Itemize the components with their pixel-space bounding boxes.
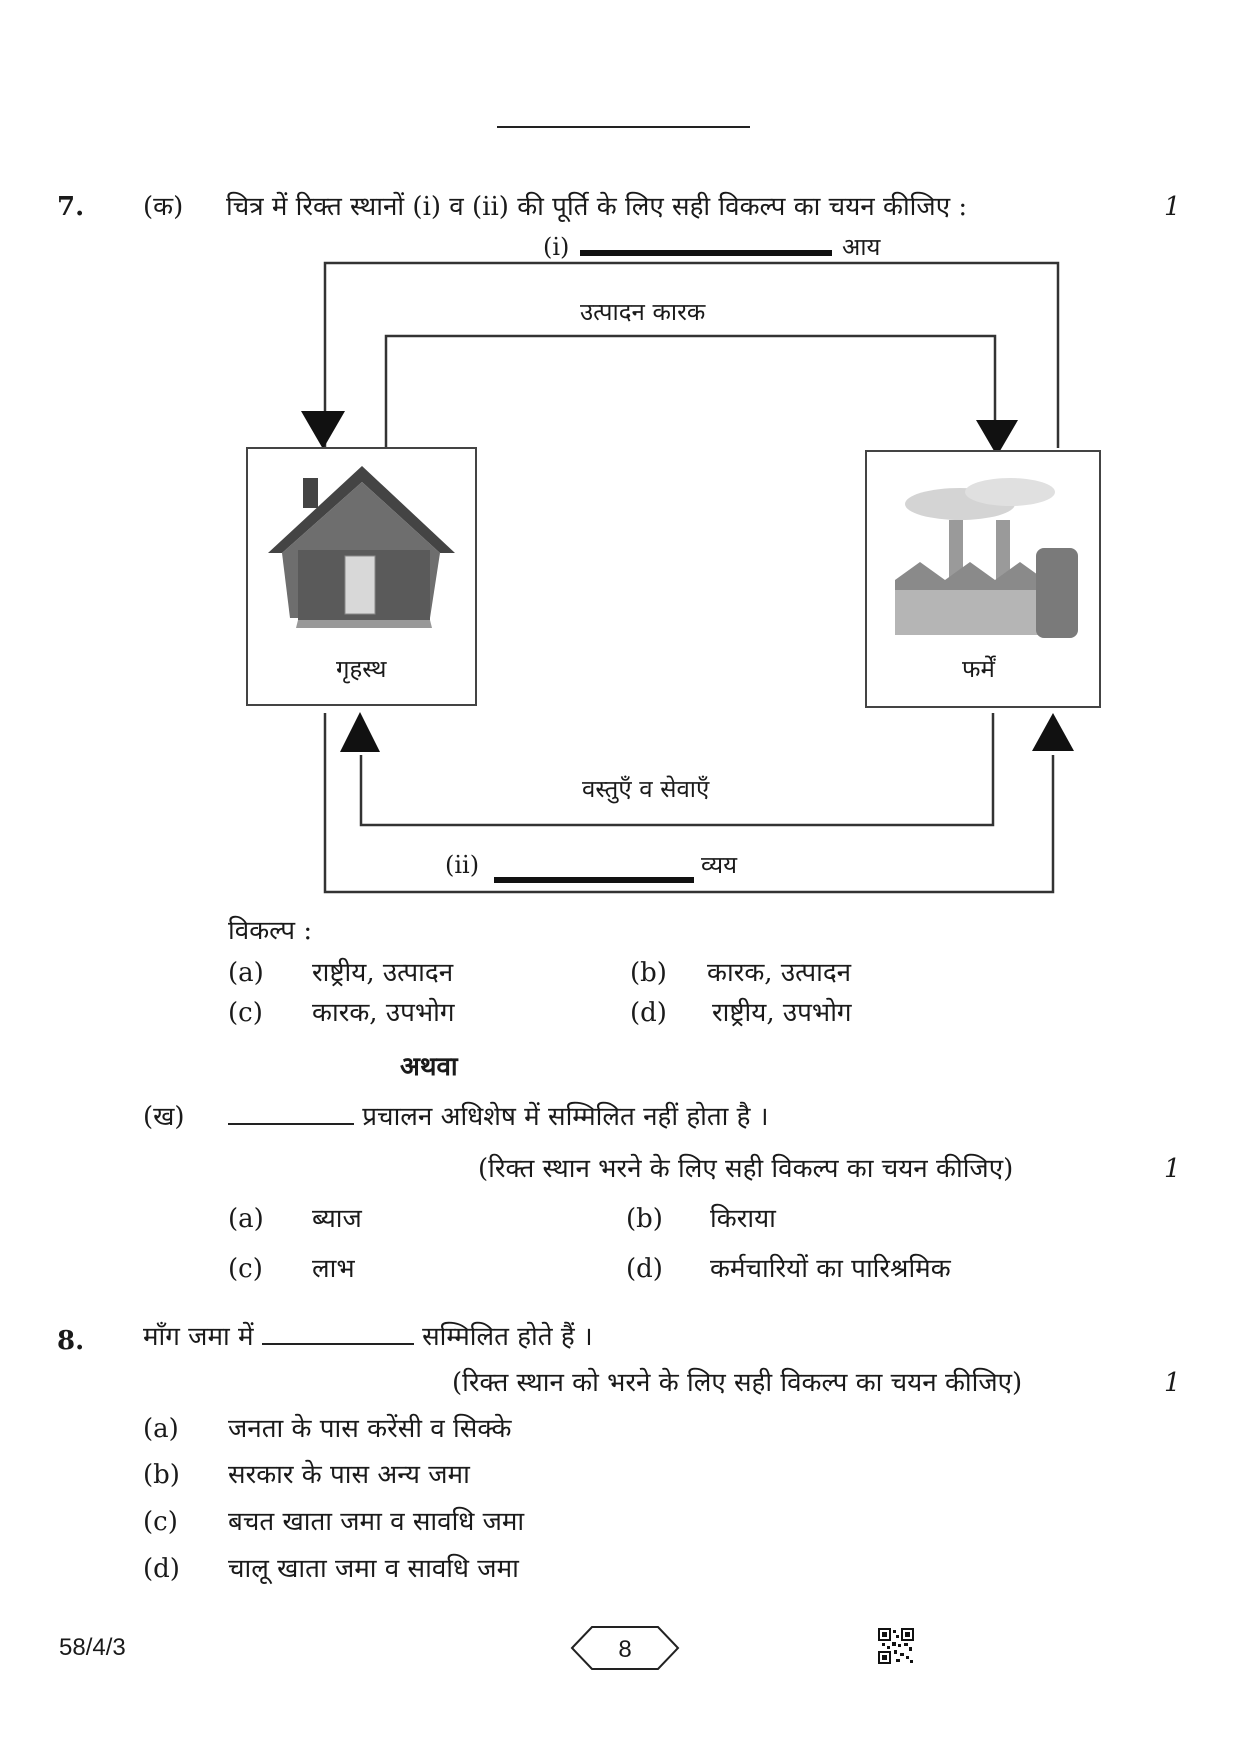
q7a-question: चित्र में रिक्त स्थानों (i) व (ii) की पूर्ति के लिए सही विकल्प का चयन कीजिए : (226, 192, 968, 222)
blank-ii-label: (ii) (445, 851, 480, 879)
q8-question-suffix: सम्मिलित होते हैं । (422, 1322, 593, 1352)
q7b-option-c-label: (c) (228, 1254, 263, 1284)
page-number-badge (570, 1625, 680, 1671)
blank-ii-suffix: व्यय (701, 851, 738, 879)
q7-number: 7. (57, 192, 85, 222)
q7b-marks: 1 (1164, 1154, 1181, 1184)
qr-code-icon (878, 1628, 914, 1664)
factors-label: उत्पादन कारक (580, 298, 706, 326)
q7a-option-a-text: राष्ट्रीय, उत्पादन (312, 958, 454, 988)
inner-bottom-flow-line (361, 713, 993, 825)
q8-option-b-label: (b) (143, 1460, 180, 1490)
q7a-option-d-label: (d) (630, 998, 667, 1028)
arrow-down-households (301, 411, 345, 449)
inner-flow-line (386, 336, 995, 448)
q7b-option-a-text: ब्याज (312, 1204, 362, 1234)
q7b-option-d-label: (d) (626, 1254, 663, 1284)
q7a-option-b-label: (b) (630, 958, 667, 988)
q8-option-d-label: (d) (143, 1554, 180, 1584)
q7a-option-c-label: (c) (228, 998, 263, 1028)
q7b-blank (228, 1123, 354, 1125)
q7a-option-d-text: राष्ट्रीय, उपभोग (712, 998, 852, 1028)
page-number: 8 (618, 1636, 632, 1663)
q7a-options-heading: विकल्प : (228, 916, 313, 946)
outer-flow-line (325, 263, 1058, 448)
firms-label: फर्में (962, 655, 995, 683)
q7b-question-line (228, 1102, 769, 1133)
q7a-option-c-text: कारक, उपभोग (312, 998, 455, 1028)
households-label: गृहस्थ (336, 655, 387, 683)
blank-i-label: (i) (543, 233, 570, 261)
q7b-question: प्रचालन अधिशेष में सम्मिलित नहीं होता है । (362, 1102, 769, 1132)
q8-option-a-text: जनता के पास करेंसी व सिक्के (228, 1414, 512, 1444)
arrow-up-firms (1032, 713, 1074, 751)
q8-question-line (143, 1322, 593, 1353)
q8-blank (262, 1343, 414, 1345)
arrow-up-households (340, 712, 380, 752)
q7a-option-b-text: कारक, उत्पादन (707, 958, 852, 988)
q7a-label: (क) (143, 192, 184, 222)
q7b-instruction: (रिक्त स्थान भरने के लिए सही विकल्प का चयन कीजिए) (478, 1154, 1014, 1184)
q7b-option-b-text: किराया (710, 1204, 776, 1234)
q8-question-prefix: माँग जमा में (143, 1322, 254, 1352)
q8-number: 8. (57, 1326, 85, 1356)
q8-instruction: (रिक्त स्थान को भरने के लिए सही विकल्प का चयन कीजिए) (452, 1368, 1023, 1398)
q8-option-d-text: चालू खाता जमा व सावधि जमा (228, 1554, 519, 1584)
paper-code: 58/4/3 (59, 1634, 126, 1661)
q7a-option-a-label: (a) (228, 958, 264, 988)
blank-i-suffix: आय (842, 233, 881, 261)
goods-label: वस्तुएँ व सेवाएँ (582, 775, 710, 803)
q7b-option-c-text: लाभ (312, 1254, 355, 1284)
q7b-option-d-text: कर्मचारियों का पारिश्रमिक (710, 1254, 951, 1284)
q7b-label: (ख) (143, 1102, 185, 1132)
q8-option-c-label: (c) (143, 1507, 178, 1537)
q8-marks: 1 (1164, 1368, 1181, 1398)
q7b-option-a-label: (a) (228, 1204, 264, 1234)
or-separator: अथवा (400, 1052, 458, 1082)
q7b-option-b-label: (b) (626, 1204, 663, 1234)
q8-option-b-text: सरकार के पास अन्य जमा (228, 1460, 470, 1490)
q8-option-c-text: बचत खाता जमा व सावधि जमा (228, 1507, 525, 1537)
q8-option-a-label: (a) (143, 1414, 179, 1444)
q7a-marks: 1 (1164, 192, 1181, 222)
